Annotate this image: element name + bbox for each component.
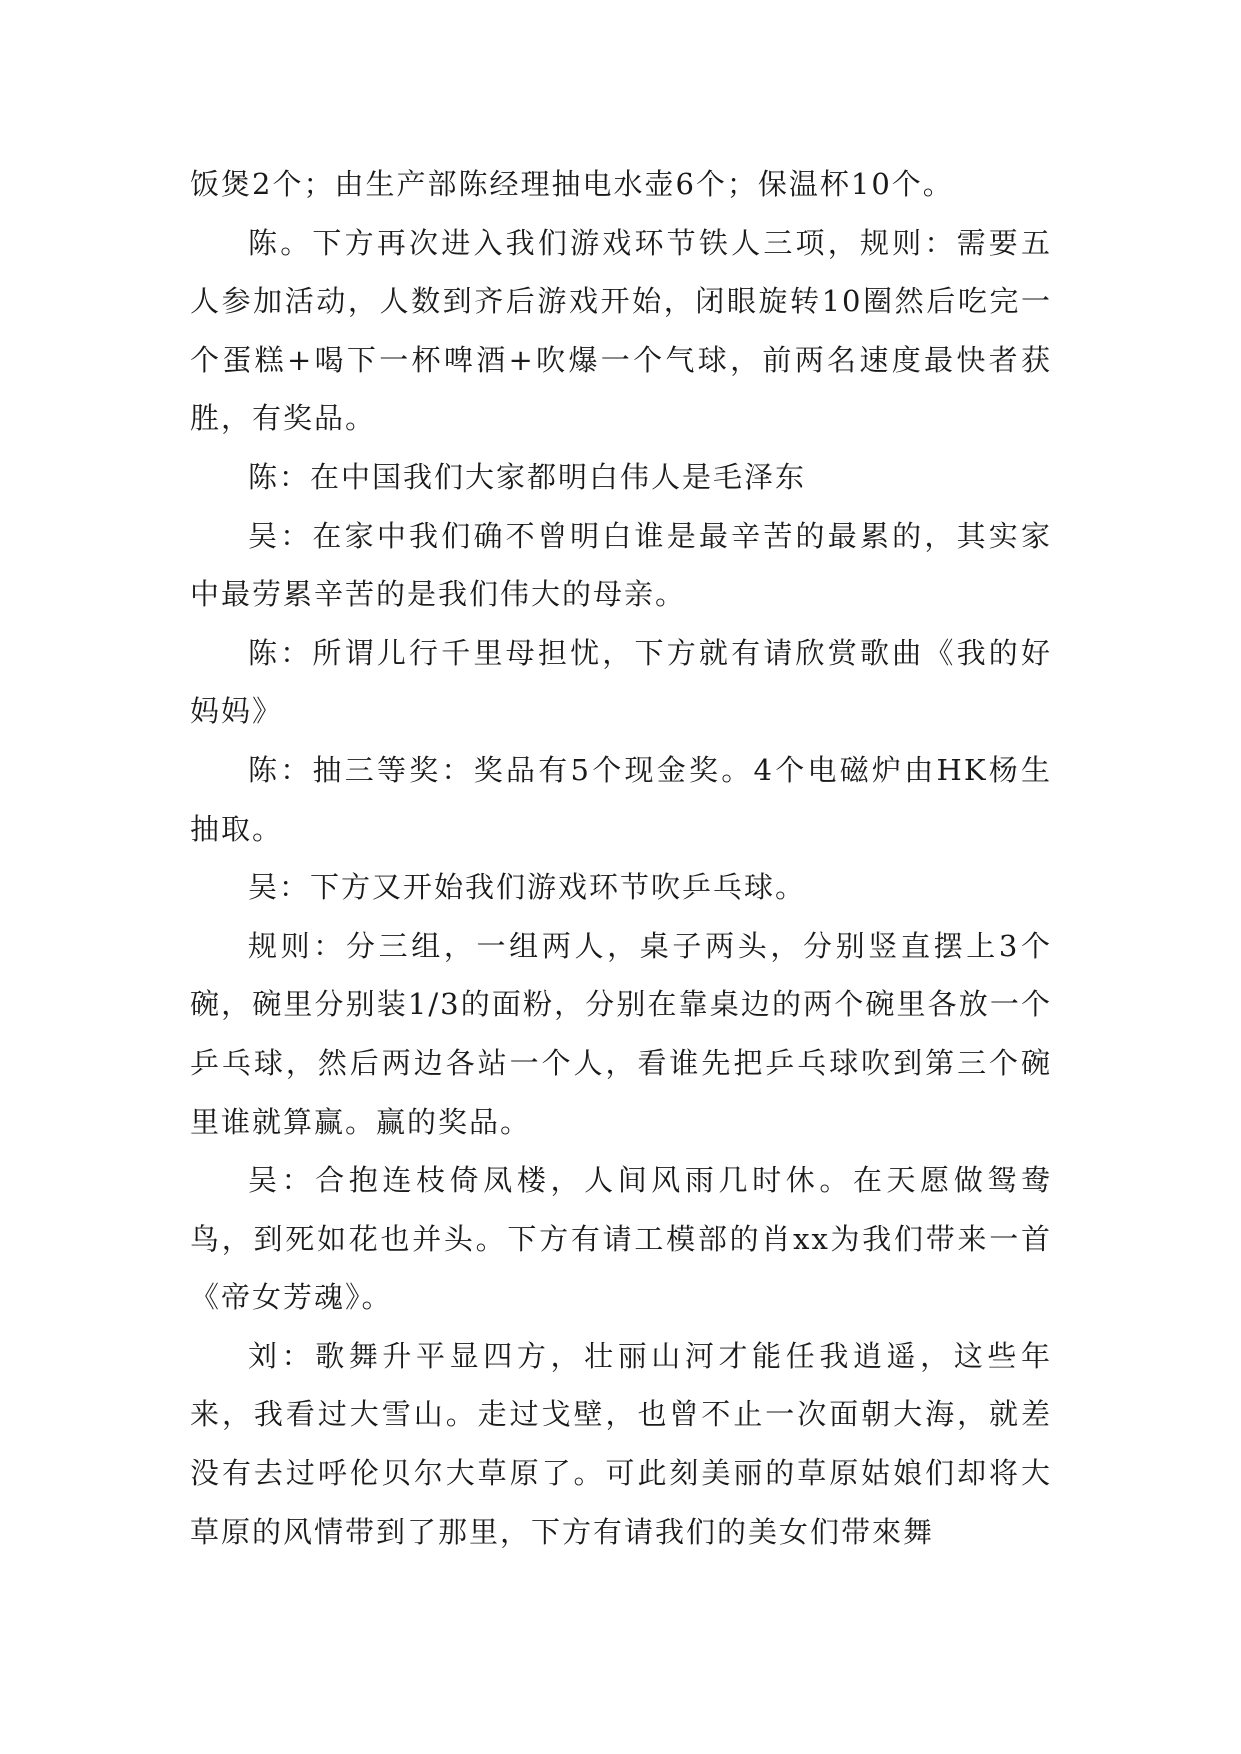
paragraph: 吴：合抱连枝倚凤楼，人间风雨几时休。在天愿做鸳鸯鸟，到死如花也并头。下方有请工模部的肖xx为我们带来一首《帝女芳魂》。: [190, 1163, 1052, 1315]
paragraph: 吴：下方又开始我们游戏环节吹乒乓球。: [248, 870, 807, 905]
paragraph: 陈：抽三等奖：奖品有5个现金奖。4个电磁炉由HK杨生抽取。: [190, 752, 1052, 846]
paragraph: 陈：在中国我们大家都明白伟人是毛泽东: [248, 459, 807, 494]
paragraph: 刘：歌舞升平显四方，壮丽山河才能任我逍遥，这些年来，我看过大雪山。走过戈壁，也曾不止一次面朝大海，就差没有去过呼伦贝尔大草原了。可此刻美丽的草原姑娘们却将大草原的风情带到了那里，下方有请我们的美女们带來舞: [190, 1338, 1052, 1549]
document-body: [190, 155, 1052, 1561]
paragraph: 陈。下方再次进入我们游戏环节铁人三项，规则：需要五人参加活动，人数到齐后游戏开始，闭眼旋转10圈然后吃完一个蛋糕+喝下一杯啤酒+吹爆一个气球，前两名速度最快者获胜，有奖品。: [190, 225, 1052, 436]
paragraph: 吴：在家中我们确不曾明白谁是最辛苦的最累的，其实家中最劳累辛苦的是我们伟大的母亲。: [190, 518, 1052, 612]
paragraph: 规则：分三组，一组两人，桌子两头，分别竖直摆上3个碗，碗里分别装1/3的面粉，分别在靠桌边的两个碗里各放一个乒乓球，然后两边各站一个人，看谁先把乒乓球吹到第三个碗里谁就算赢。赢的奖品。: [190, 928, 1052, 1139]
paragraph: 饭煲2个；由生产部陈经理抽电水壶6个；保温杯10个。: [190, 167, 954, 201]
paragraph: 陈：所谓儿行千里母担忧，下方就有请欣赏歌曲《我的好妈妈》: [190, 635, 1052, 729]
